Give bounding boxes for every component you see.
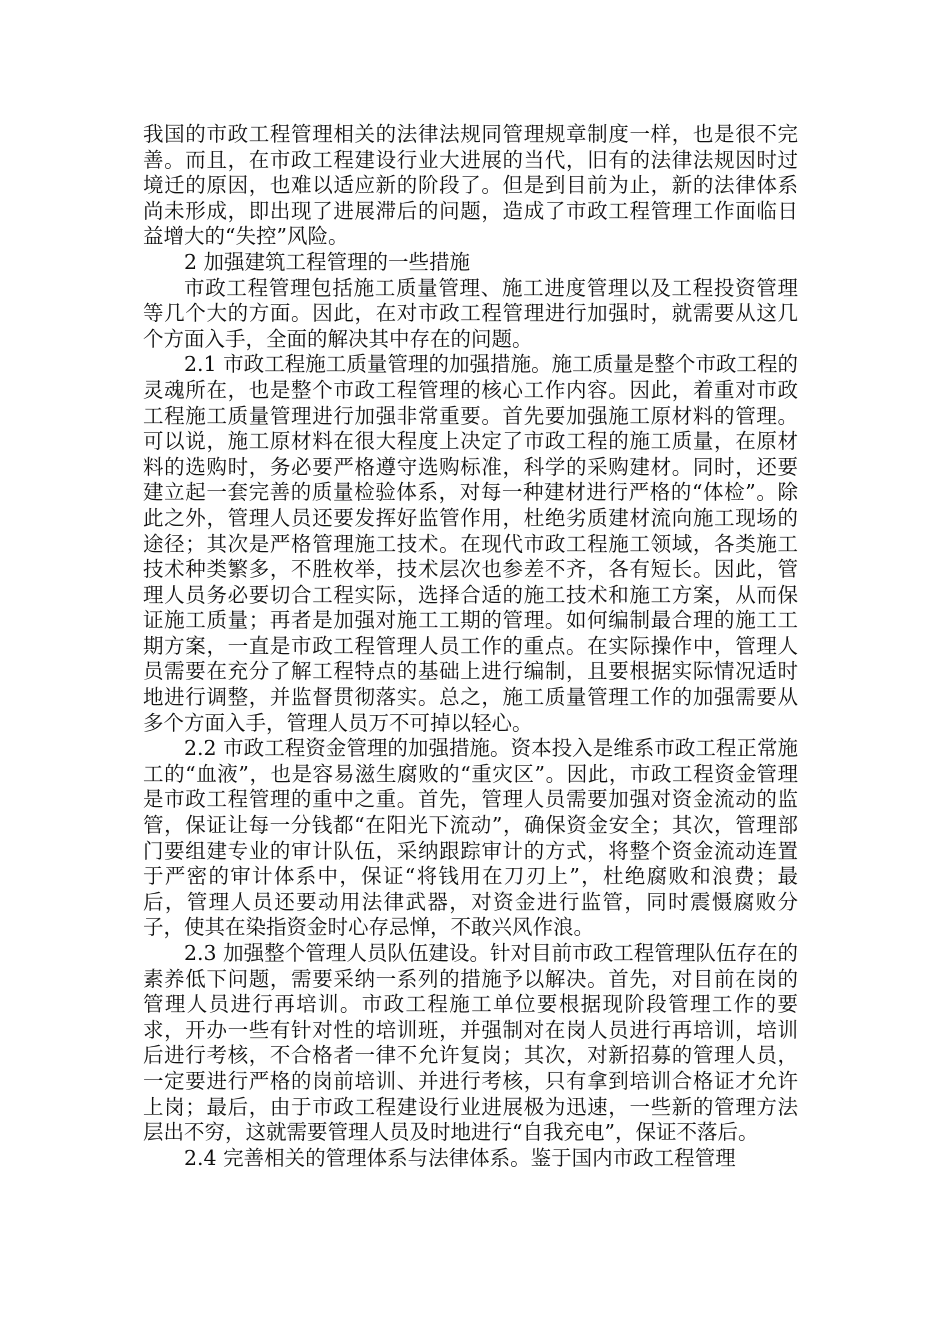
paragraph-intro-continuation: 我国的市政工程管理相关的法律法规同管理规章制度一样，也是很不完善。而且，在市政工程建设行业大进展的当代，旧有的法律法规因时过境迁的原因，也难以适应新的阶段了。但是到目前为止，新的法律体系尚未形成，即出现了进展滞后的问题，造成了市政工程管理工作面临日益增大的“失控”风险。 xyxy=(143,122,798,249)
paragraph-2-1-quality-management: 2.1 市政工程施工质量管理的加强措施。施工质量是整个市政工程的灵魂所在，也是整个市政工程管理的核心工作内容。因此，着重对市政工程施工质量管理进行加强非常重要。首先要加强施工原材料的管理。可以说，施工原材料在很大程度上决定了市政工程的施工质量，在原材料的选购时，务必要严格遵守选购标准，科学的采购建材。同时，还要建立起一套完善的质量检验体系，对每一种建材进行严格的“体检”。除此之外，管理人员还要发挥好监管作用，杜绝劣质建材流向施工现场的途径；其次是严格管理施工技术。在现代市政工程施工领域，各类施工技术种类繁多，不胜枚举，技术层次也参差不齐，各有短长。因此，管理人员务必要切合工程实际，选择合适的施工技术和施工方案，从而保证施工质量；再者是加强对施工工期的管理。如何编制最合理的施工工期方案，一直是市政工程管理人员工作的重点。在实际操作中，管理人员需要在充分了解工程特点的基础上进行编制，且要根据实际情况适时地进行调整，并监督贯彻落实。总之，施工质量管理工作的加强需要从多个方面入手，管理人员万不可掉以轻心。 xyxy=(143,352,798,735)
paragraph-2-2-fund-management: 2.2 市政工程资金管理的加强措施。资本投入是维系市政工程正常施工的“血液”，也是容易滋生腐败的“重灾区”。因此，市政工程资金管理是市政工程管理的重中之重。首先，管理人员需要加强对资金流动的监管，保证让每一分钱都“在阳光下流动”，确保资金安全；其次，管理部门要组建专业的审计队伍，采纳跟踪审计的方式，将整个资金流动连置于严密的审计体系中，保证“将钱用在刀刃上”，杜绝腐败和浪费；最后，管理人员还要动用法律武器，对资金进行监管，同时震慑腐败分子，使其在染指资金时心存忌惮，不敢兴风作浪。 xyxy=(143,736,798,940)
paragraph-2-3-staff-building: 2.3 加强整个管理人员队伍建设。针对目前市政工程管理队伍存在的素养低下问题，需要采纳一系列的措施予以解决。首先，对目前在岗的管理人员进行再培训。市政工程施工单位要根据现阶段管理工作的要求，开办一些有针对性的培训班，并强制对在岗人员进行再培训，培训后进行考核，不合格者一律不允许复岗；其次，对新招募的管理人员，一定要进行严格的岗前培训、并进行考核，只有拿到培训合格证才允许上岗；最后，由于市政工程建设行业进展极为迅速，一些新的管理方法层出不穷，这就需要管理人员及时地进行“自我充电”，保证不落后。 xyxy=(143,941,798,1145)
section-heading-2: 2 加强建筑工程管理的一些措施 xyxy=(184,249,471,274)
paragraph-2-4-legal-system: 2.4 完善相关的管理体系与法律体系。鉴于国内市政工程管理 xyxy=(184,1145,736,1170)
document-page xyxy=(143,122,798,1171)
paragraph-section-2-intro: 市政工程管理包括施工质量管理、施工进度管理以及工程投资管理等几个大的方面。因此，在对市政工程管理进行加强时，就需要从这几个方面入手，全面的解决其中存在的问题。 xyxy=(143,275,798,351)
